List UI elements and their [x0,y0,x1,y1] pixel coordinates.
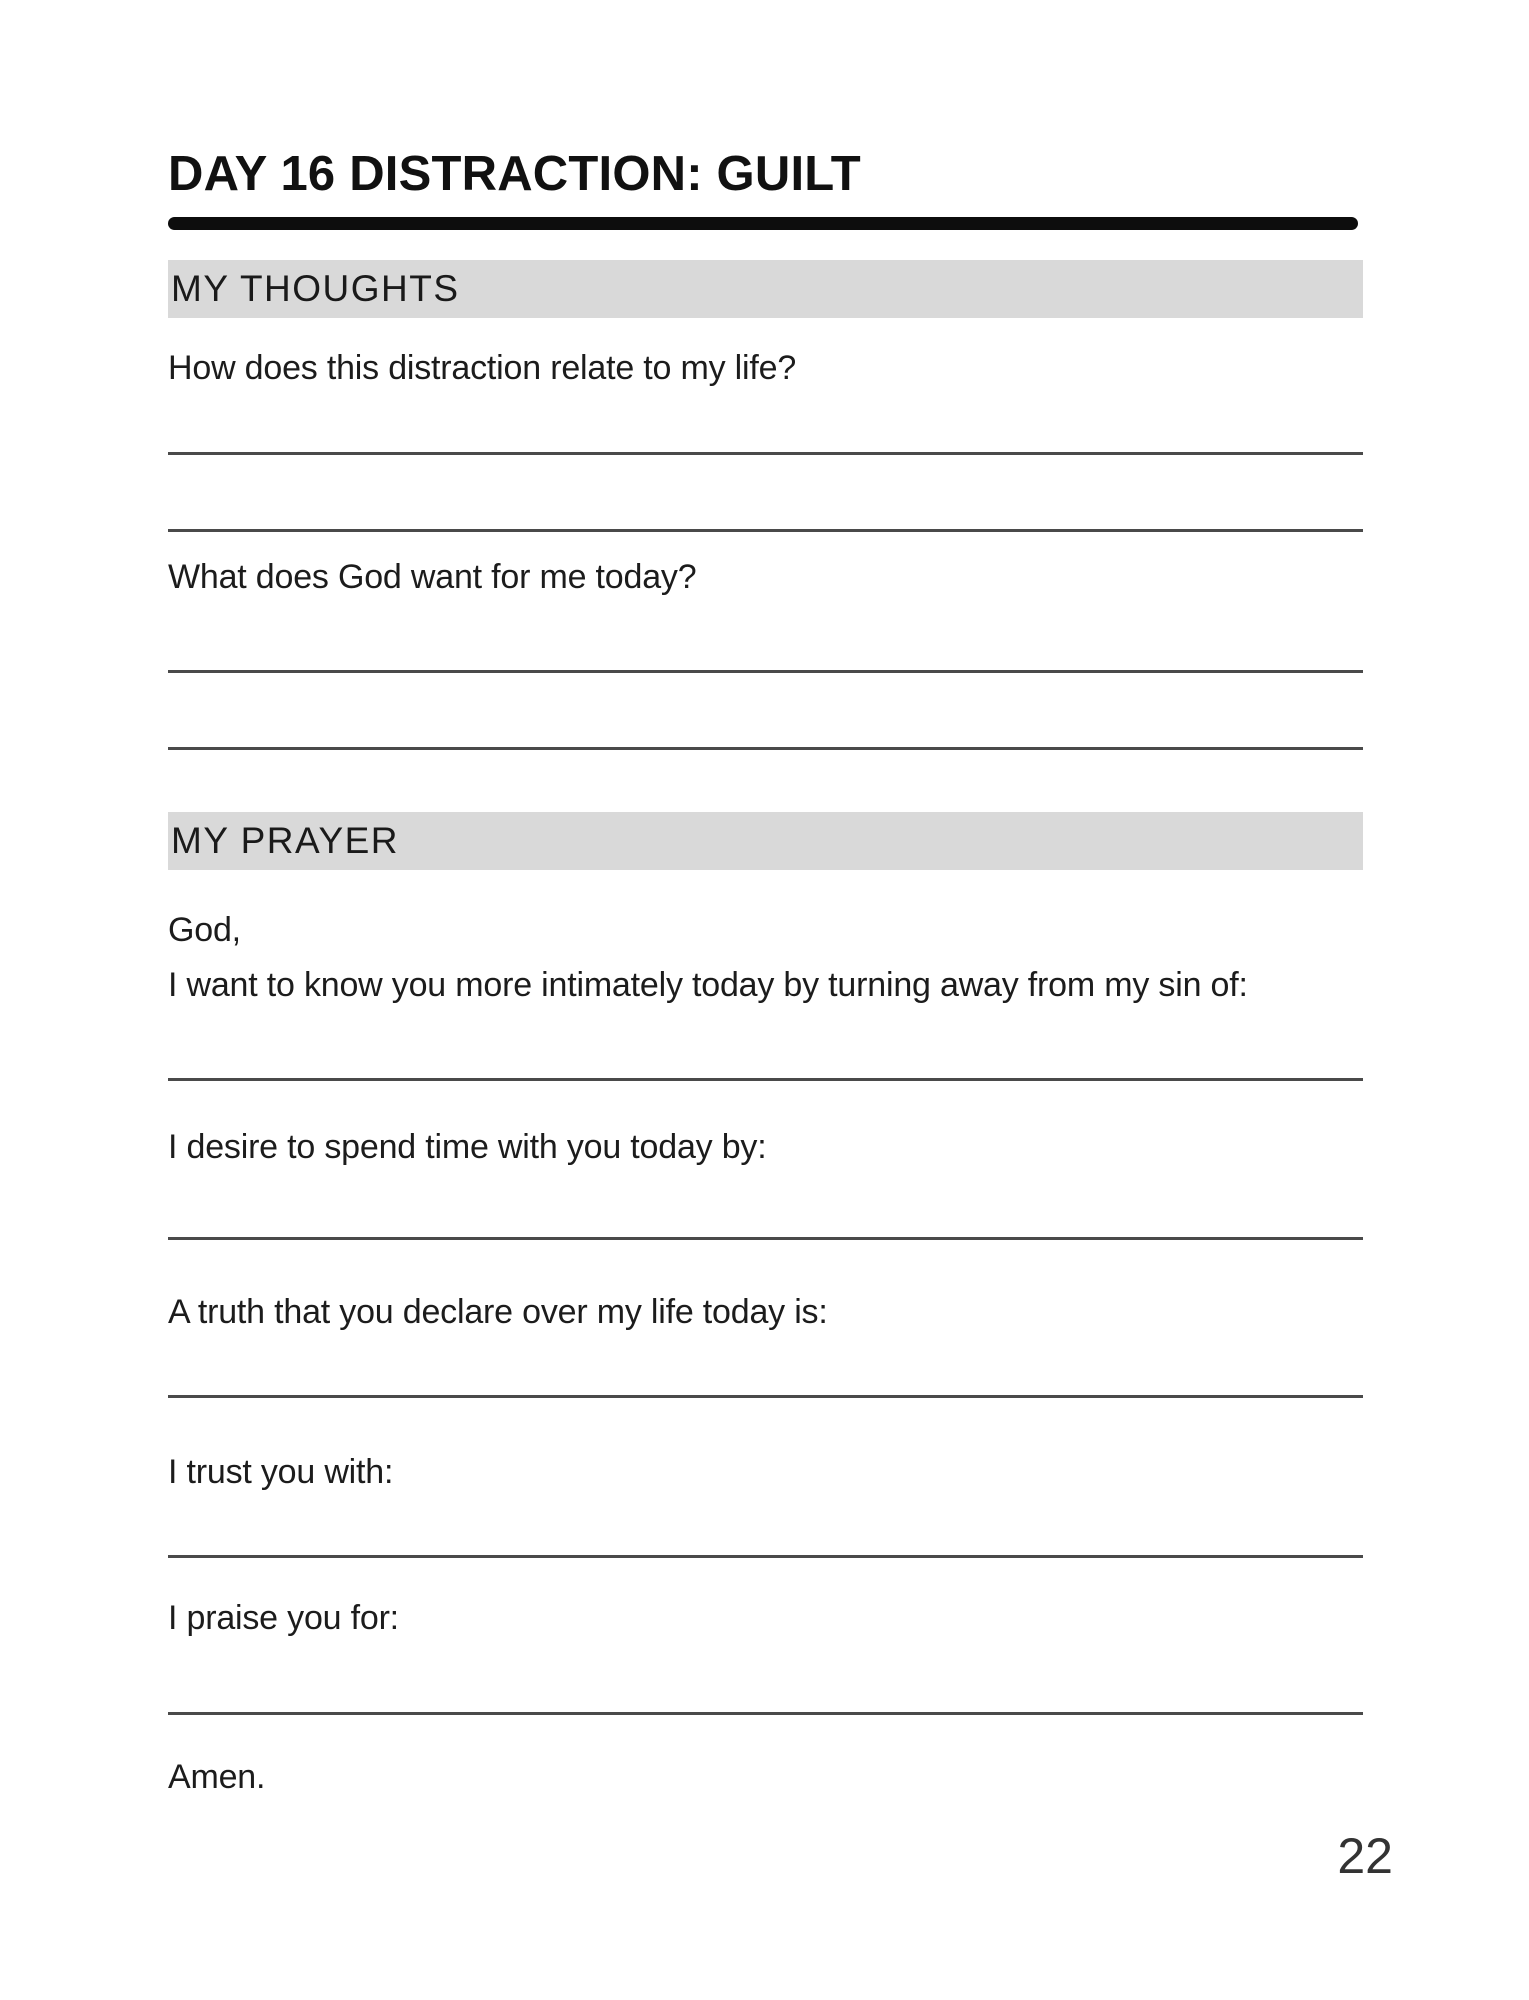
prayer-prompt-spend-time: I desire to spend time with you today by: [168,1128,767,1166]
question-god-want-today: What does God want for me today? [168,558,697,596]
prayer-prompt-sin: I want to know you more intimately today by turning away from my sin of: [168,966,1248,1004]
section-heading-thoughts: MY THOUGHTS [171,268,460,309]
answer-line [168,1712,1363,1715]
prayer-salutation: God, [168,911,241,949]
answer-line [168,1395,1363,1398]
section-header-thoughts [168,260,1363,318]
question-distraction-relate: How does this distraction relate to my life? [168,349,797,387]
section-header-prayer [168,812,1363,870]
answer-line [168,1237,1363,1240]
page-content [168,0,1363,1794]
prayer-prompt-praise: I praise you for: [168,1599,399,1637]
page-number: 22 [1337,1828,1393,1884]
answer-line [168,747,1363,750]
answer-line [168,452,1363,455]
answer-line [168,529,1363,532]
page-title: DAY 16 DISTRACTION: GUILT [168,147,861,201]
prayer-prompt-truth: A truth that you declare over my life today is: [168,1293,828,1331]
answer-line [168,1078,1363,1081]
answer-line [168,670,1363,673]
answer-line [168,1555,1363,1558]
prayer-closing: Amen. [168,1758,266,1796]
title-underline-rule [168,217,1358,230]
section-heading-prayer: MY PRAYER [171,820,400,861]
prayer-prompt-trust: I trust you with: [168,1453,394,1491]
